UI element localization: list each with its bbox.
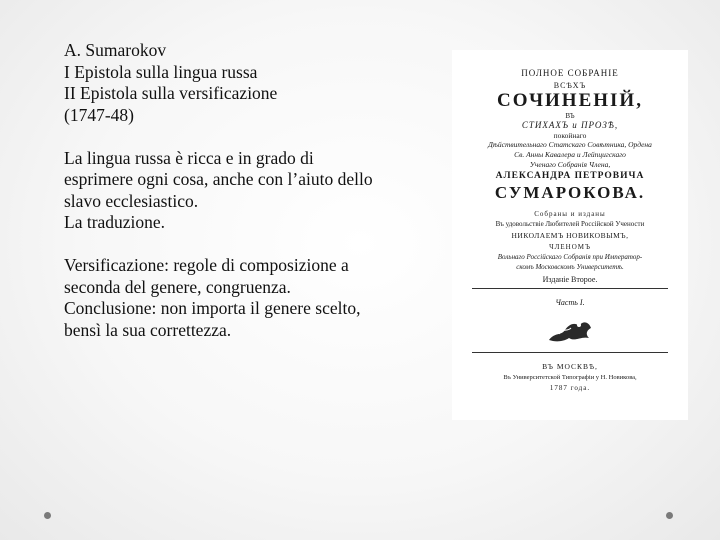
text-line: (1747-48) — [64, 104, 134, 125]
text-line: bensì la sua correttezza. — [64, 319, 232, 340]
paragraph-title — [64, 40, 444, 126]
text-line: A. Sumarokov — [64, 40, 167, 60]
title-page-line: ПОЛНОЕ СОБРАНІЕ — [521, 68, 619, 78]
title-page-line: скомъ Московскомъ Университетѣ. — [516, 263, 624, 271]
title-page-line: Вольнаго Россійскаго Собранія при Император- — [497, 253, 643, 261]
title-page-line: СТИХАХЪ и ПРОЗѢ, — [521, 120, 619, 130]
title-page-rule — [472, 352, 668, 353]
text-line: Versificazione: regole di composizione a — [64, 255, 349, 275]
title-page-line: 1787 года. — [549, 384, 591, 392]
title-page-line: покойнаго — [553, 131, 587, 140]
title-page-line: ВЪ — [565, 112, 575, 120]
title-page-line: ВСѢХЪ — [553, 81, 587, 90]
title-page-line: Въ удовольствіе Любителей Россійской Учености — [495, 220, 645, 228]
text-line: slavo ecclesiastico. — [64, 190, 199, 211]
title-page-rule — [472, 288, 668, 289]
title-page-line: Ученаго Собранія Члена, — [529, 160, 611, 169]
title-page-line: Въ Университетской Типографіи у Н. Новикова, — [503, 374, 637, 381]
paragraph-language — [64, 148, 444, 234]
title-page-line: АЛЕКСАНДРА ПЕТРОВИЧА — [495, 171, 645, 181]
title-page-line: НИКОЛАЕМЪ НОВИКОВЫМЪ, — [511, 231, 629, 240]
text-line: I Epistola sulla lingua russa — [64, 61, 258, 82]
title-page-line: Св. Анны Кавалера и Лейпцигскаго — [514, 150, 626, 159]
vignette-emblem-icon — [545, 312, 595, 346]
text-line: La lingua russa è ricca e in grado di — [64, 147, 314, 168]
title-page-line: ВЪ МОСКВѢ, — [542, 362, 598, 371]
text-line: esprimere ogni cosa, anche con l’aiuto dello — [64, 169, 373, 189]
title-page-line: Собраны и изданы — [534, 210, 606, 218]
title-page-line: ЧЛЕНОМЪ — [549, 243, 591, 251]
slide-text — [64, 40, 444, 341]
title-page-line: СОЧИНЕНІЙ, — [497, 90, 643, 111]
text-line: Conclusione: non importa il genere scelto, — [64, 298, 361, 318]
corner-dot-icon — [666, 512, 673, 519]
paragraph-versification — [64, 255, 444, 341]
book-title-page-image — [452, 50, 688, 420]
text-line: La traduzione. — [64, 212, 166, 232]
title-page-line: Часть I. — [555, 298, 585, 307]
title-page-line: Дѣйствительнаго Статскаго Совѣтника, Ордена — [488, 140, 652, 149]
text-line: II Epistola sulla versificazione — [64, 83, 278, 103]
title-page-line: Изданіе Второе. — [542, 275, 598, 284]
text-line: seconda del genere, congruenza. — [64, 276, 291, 297]
corner-dot-icon — [44, 512, 51, 519]
title-page-line: СУМАРОКОВА. — [494, 183, 646, 202]
